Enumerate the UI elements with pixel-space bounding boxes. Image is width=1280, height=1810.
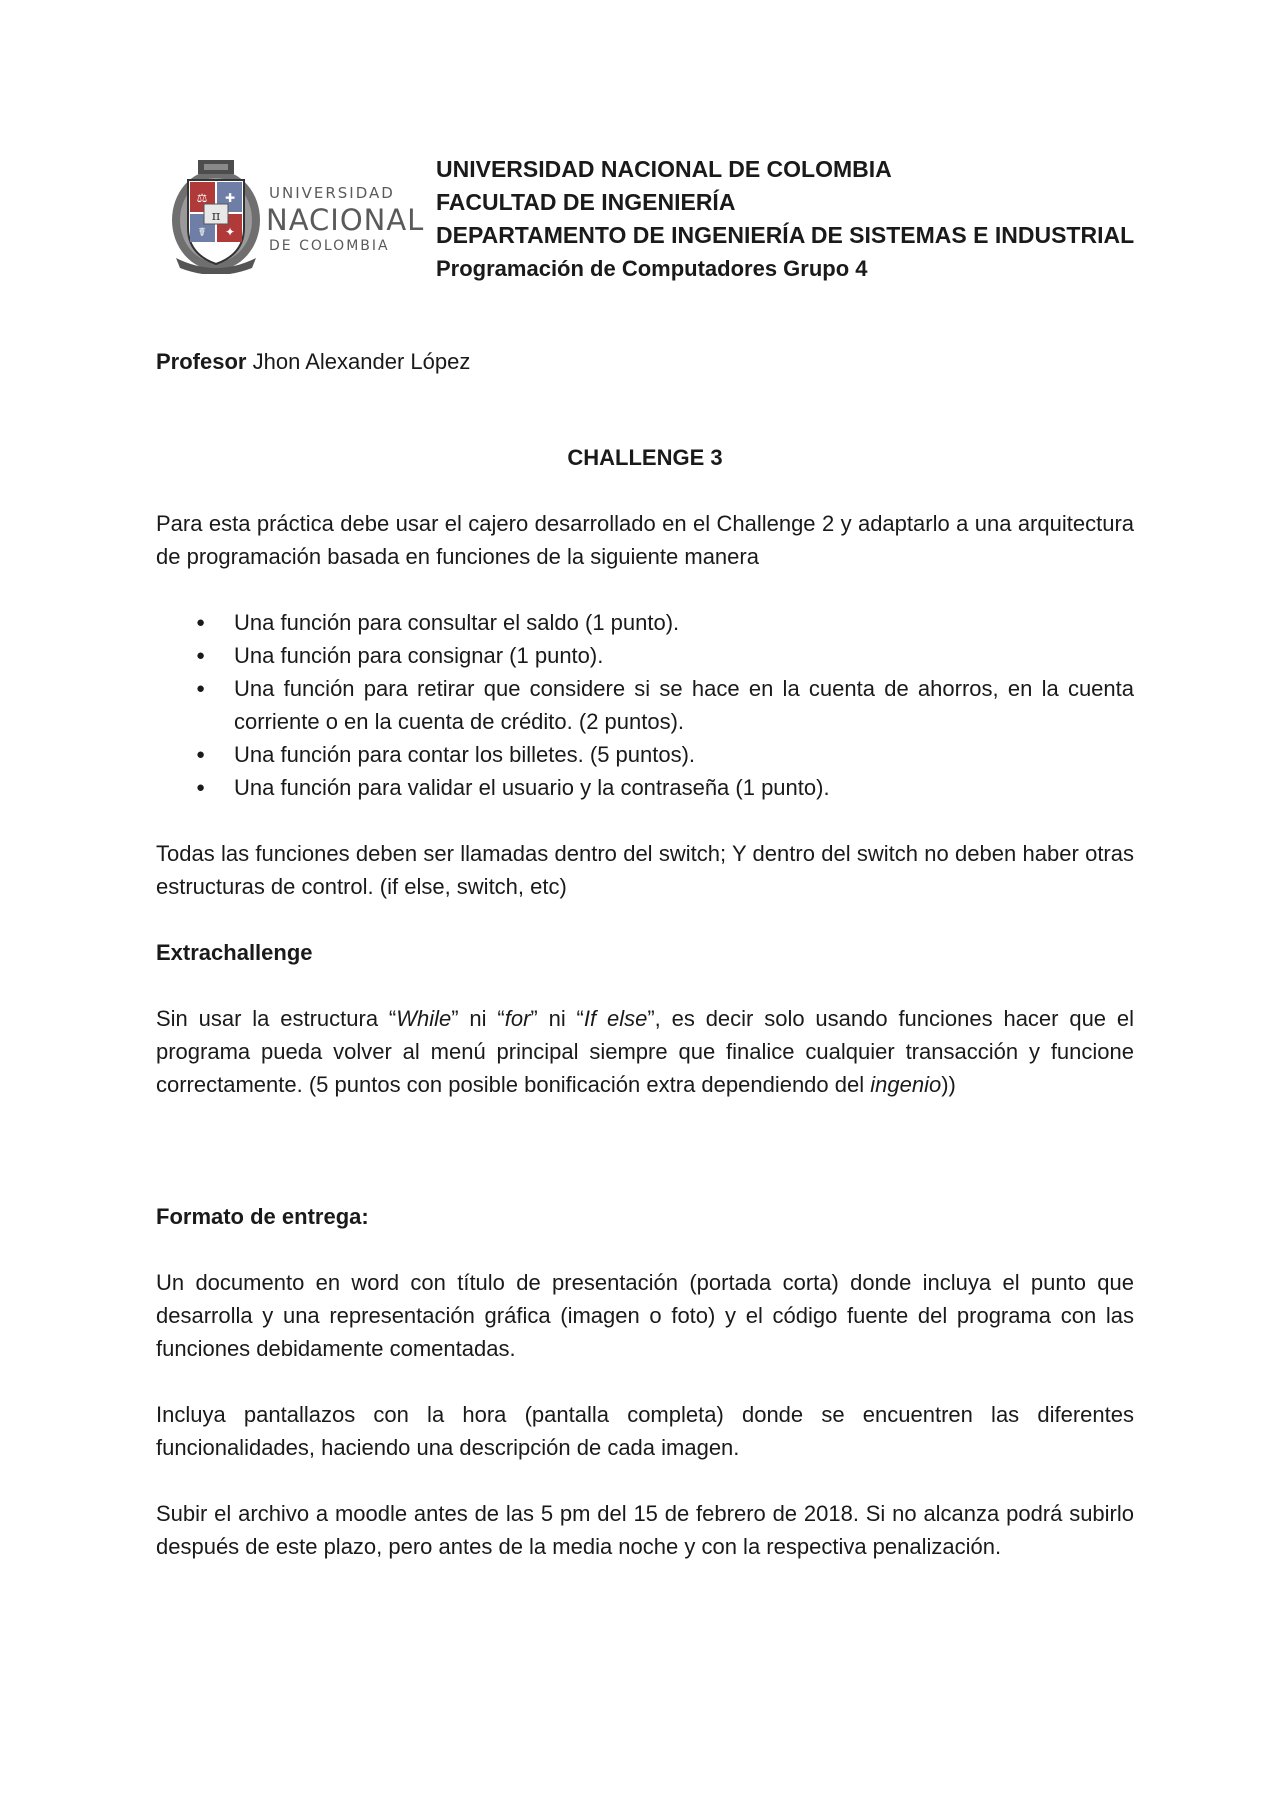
svg-text:✦: ✦ [224, 225, 236, 239]
extra-text: ” ni “ [530, 1006, 584, 1031]
svg-text:⚖: ⚖ [196, 191, 208, 205]
header-course: Programación de Computadores Grupo 4 [436, 256, 868, 281]
delivery-paragraph-2: Incluya pantallazos con la hora (pantalla completa) donde se encuentren las diferentes funcionalidades, haciendo una descripción de cada imagen. [156, 1402, 1134, 1460]
list-item: ● Una función para retirar que considere si se hace en la cuenta de ahorros, en la cuenta corriente o en la cuenta de crédito. (2 puntos). [156, 672, 1134, 738]
document-title: CHALLENGE 3 [567, 445, 723, 470]
institution-header [436, 153, 1136, 285]
svg-text:☤: ☤ [197, 225, 207, 239]
header-faculty: FACULTAD DE INGENIERÍA [436, 189, 736, 215]
list-item: ● Una función para validar el usuario y la contraseña (1 punto). [156, 771, 1134, 804]
extrachallenge-heading: Extrachallenge [156, 940, 313, 965]
university-logo [170, 158, 424, 274]
intro-paragraph: Para esta práctica debe usar el cajero desarrollado en el Challenge 2 y adaptarlo a una arquitectura de programación basada en funciones de la siguiente manera [156, 511, 1134, 569]
extra-while: While [396, 1006, 452, 1031]
extra-if-else: If else [583, 1006, 648, 1031]
extra-text: ” ni “ [451, 1006, 505, 1031]
extra-text: )) [941, 1072, 956, 1097]
extra-text: ”, es decir solo usando funciones hacer que el programa pueda volver al menú principal siempre que finalice cualquier transacción y funcione correctamente. (5 puntos con posible bonificación extra dependiendo del [156, 1006, 1135, 1097]
extrachallenge-paragraph [156, 1002, 1134, 1101]
document-body [156, 345, 1134, 1563]
logo-line-nacional: NACIONAL [266, 203, 424, 237]
svg-text:✚: ✚ [224, 191, 236, 205]
delivery-paragraph-1: Un documento en word con título de presentación (portada corta) donde incluya el punto que desarrolla y una representación gráfica (imagen o foto) y el código fuente del programa con las funciones debidamente comentadas. [156, 1270, 1134, 1361]
logo-line-universidad: UNIVERSIDAD [269, 184, 395, 202]
professor-line [156, 345, 1134, 378]
svg-text:π: π [211, 209, 221, 224]
list-item: ● Una función para consignar (1 punto). [156, 639, 1134, 672]
extra-for: for [504, 1006, 531, 1031]
list-item: ● Una función para consultar el saldo (1 punto). [156, 606, 1134, 639]
switch-note-paragraph: Todas las funciones deben ser llamadas dentro del switch; Y dentro del switch no deben haber otras estructuras de control. (if else, switch, etc) [156, 841, 1134, 899]
professor-name: Jhon Alexander López [252, 349, 471, 374]
header-department: DEPARTAMENTO DE INGENIERÍA DE SISTEMAS E INDUSTRIAL [436, 222, 1135, 248]
delivery-paragraph-3: Subir el archivo a moodle antes de las 5 pm del 15 de febrero de 2018. Si no alcanza podrá subirlo después de este plazo, pero antes de la media noche y con la respectiva penalización. [156, 1501, 1134, 1559]
delivery-heading: Formato de entrega: [156, 1204, 369, 1229]
extra-ingenio: ingenio [870, 1072, 942, 1097]
logo-line-de-colombia: DE COLOMBIA [269, 238, 390, 254]
list-item: ● Una función para contar los billetes. (5 puntos). [156, 738, 1134, 771]
extra-text: Sin usar la estructura “ [156, 1006, 397, 1031]
requirements-list [156, 606, 1134, 804]
professor-label: Profesor [156, 349, 247, 374]
header-university: UNIVERSIDAD NACIONAL DE COLOMBIA [436, 156, 892, 182]
universidad-nacional-shield-icon [172, 160, 260, 274]
